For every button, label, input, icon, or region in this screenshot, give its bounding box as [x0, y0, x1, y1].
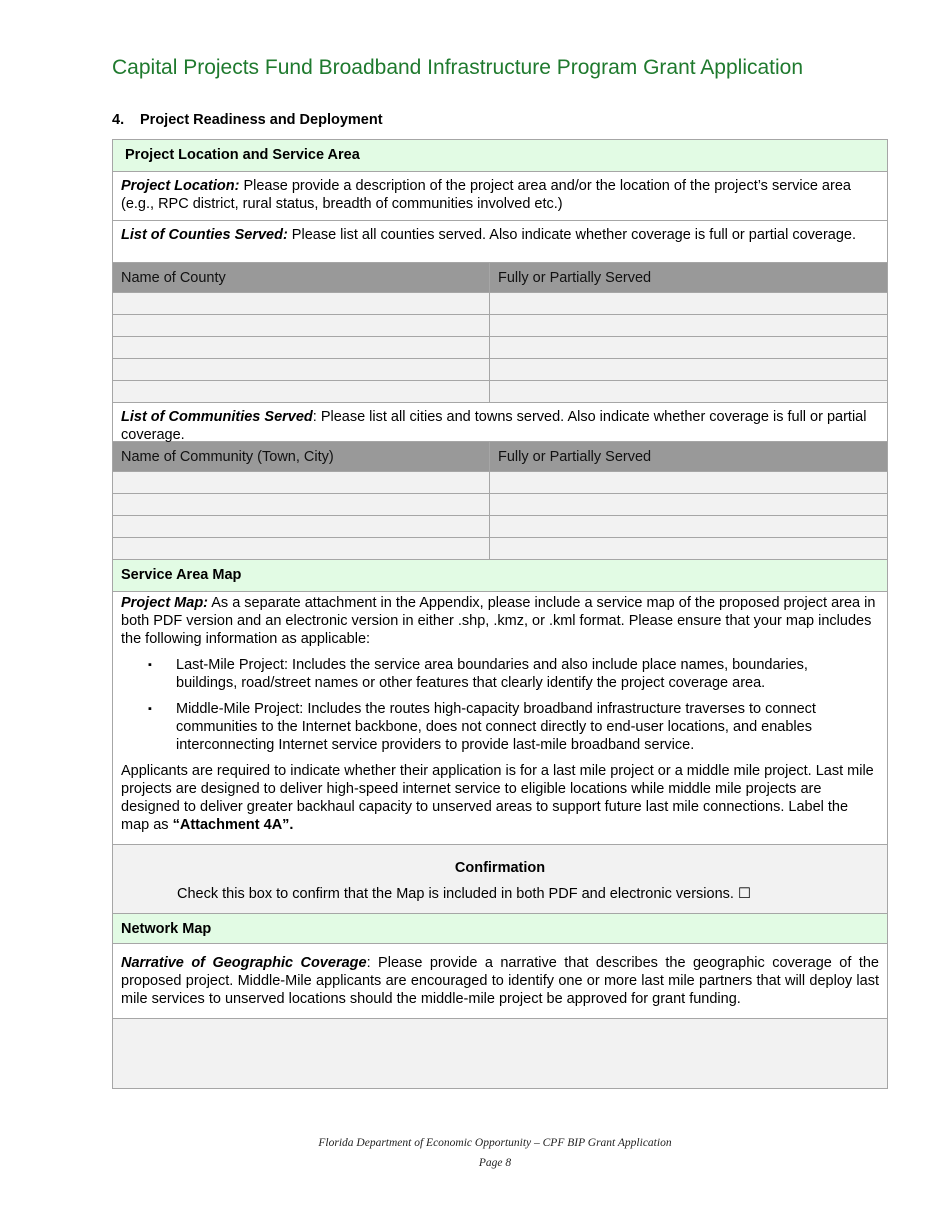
county-entry-row[interactable]: [113, 381, 887, 403]
community-name-cell[interactable]: [113, 494, 490, 515]
community-entry-row[interactable]: [113, 494, 887, 516]
county-entry-row[interactable]: [113, 293, 887, 315]
footer-page-number: Page 8: [478, 1157, 512, 1169]
communities-prompt: [113, 403, 887, 442]
community-entry-row[interactable]: [113, 516, 887, 538]
bullet-icon: ▪: [148, 659, 152, 671]
community-name-cell[interactable]: [113, 538, 490, 559]
communities-text: : Please list all cities and towns served. Also indicate whether coverage is full or partial coverage.: [121, 409, 867, 443]
last-mile-item: Last-Mile Project: Includes the service area boundaries and also include place names, boundaries, buildings, road/street names or other features that clearly identify the project coverage area.: [176, 657, 808, 691]
county-served-cell[interactable]: [490, 293, 887, 314]
county-name-cell[interactable]: [113, 337, 490, 358]
community-name-cell[interactable]: [113, 516, 490, 537]
project-location-text: Please provide a description of the project area and/or the location of the project’s service area (e.g., RPC district, rural status, breadth of communities involved etc.): [121, 178, 851, 212]
footer-organization: Florida Department of Economic Opportunity – CPF BIP Grant Application: [318, 1137, 672, 1149]
county-entry-row[interactable]: [113, 359, 887, 381]
confirmation-block: [113, 845, 887, 914]
counties-prompt: [113, 221, 887, 263]
applicants-text: Applicants are required to indicate whether their application is for a last mile project or a middle mile project. Last mile projects are designed to deliver high-speed internet service to eligible locations while middle mile projects are designed to deliver greater backhaul capacity to unserved areas to support future last mile connections. Label the map as: [121, 763, 874, 833]
middle-mile-item: Middle-Mile Project: Includes the routes high-capacity broadband infrastructure traverses to connect communities to the Internet backbone, does not connect directly to end-user locations, and enables interconnecting Internet service providers to provide last-mile broadband service.: [176, 701, 816, 753]
narrative-label: Narrative of Geographic Coverage: [121, 955, 367, 971]
counties-text: Please list all counties served. Also indicate whether coverage is full or partial coverage.: [287, 227, 856, 243]
county-served-cell[interactable]: [490, 337, 887, 358]
project-location-label: Project Location:: [121, 178, 240, 194]
community-entry-row[interactable]: [113, 538, 887, 560]
community-name-column: Name of Community (Town, City): [113, 442, 490, 471]
document-title: Capital Projects Fund Broadband Infrastructure Program Grant Application: [112, 56, 804, 79]
county-name-cell[interactable]: [113, 381, 490, 402]
location-header: Project Location and Service Area: [113, 140, 887, 172]
map-requirements-list: [121, 656, 879, 754]
community-name-cell[interactable]: [113, 472, 490, 493]
county-name-cell[interactable]: [113, 359, 490, 380]
section-title: Project Readiness and Deployment: [140, 112, 383, 128]
confirmation-title: Confirmation: [454, 860, 546, 876]
community-served-cell[interactable]: [490, 494, 887, 515]
county-served-column: Fully or Partially Served: [498, 270, 652, 286]
project-location-prompt: [113, 172, 887, 221]
community-entry-row[interactable]: [113, 472, 887, 494]
confirmation-text: Check this box to confirm that the Map is included in both PDF and electronic versions.: [177, 886, 738, 902]
communities-table-header: [113, 442, 887, 472]
network-map-header: Network Map: [113, 914, 887, 944]
community-served-cell[interactable]: [490, 516, 887, 537]
county-entry-row[interactable]: [113, 337, 887, 359]
narrative-answer-field[interactable]: [113, 1019, 887, 1088]
section-number: 4.: [112, 112, 125, 128]
attachment-label: “Attachment 4A”.: [172, 817, 294, 833]
county-served-cell[interactable]: [490, 359, 887, 380]
applicants-paragraph: [121, 762, 879, 834]
list-item: [121, 656, 879, 692]
service-area-map-header: Service Area Map: [113, 560, 887, 592]
project-map-label: Project Map:: [121, 595, 209, 611]
county-served-cell[interactable]: [490, 381, 887, 402]
bullet-icon: ▪: [148, 703, 152, 715]
map-confirm-checkbox[interactable]: ☐: [737, 886, 751, 902]
counties-label: List of Counties Served:: [121, 227, 288, 243]
county-name-column: Name of County: [113, 263, 490, 292]
project-map-text: As a separate attachment in the Appendix, please include a service map of the proposed project area in both PDF version and an electronic version in either .shp, .kmz, or .kml format. Please ensure that your map includes the following information as applicable:: [121, 595, 876, 647]
county-name-cell[interactable]: [113, 293, 490, 314]
list-item: [121, 700, 879, 754]
community-served-cell[interactable]: [490, 472, 887, 493]
application-form-table: [112, 139, 888, 1089]
counties-table-header: [113, 263, 887, 293]
communities-label: List of Communities Served: [121, 409, 313, 425]
county-entry-row[interactable]: [113, 315, 887, 337]
community-served-column: Fully or Partially Served: [498, 449, 652, 465]
county-name-cell[interactable]: [113, 315, 490, 336]
narrative-prompt: [113, 944, 887, 1019]
project-map-prompt: [113, 592, 887, 845]
section-heading: [112, 112, 383, 128]
county-served-cell[interactable]: [490, 315, 887, 336]
narrative-text: : Please provide a narrative that describes the geographic coverage of the proposed project. Middle-Mile applicants are encouraged to identify one or more last mile partners that will deploy last mile services to unserved locations should the middle-mile project be approved for grant funding.: [121, 955, 879, 1007]
confirmation-line: [113, 885, 887, 903]
community-served-cell[interactable]: [490, 538, 887, 559]
